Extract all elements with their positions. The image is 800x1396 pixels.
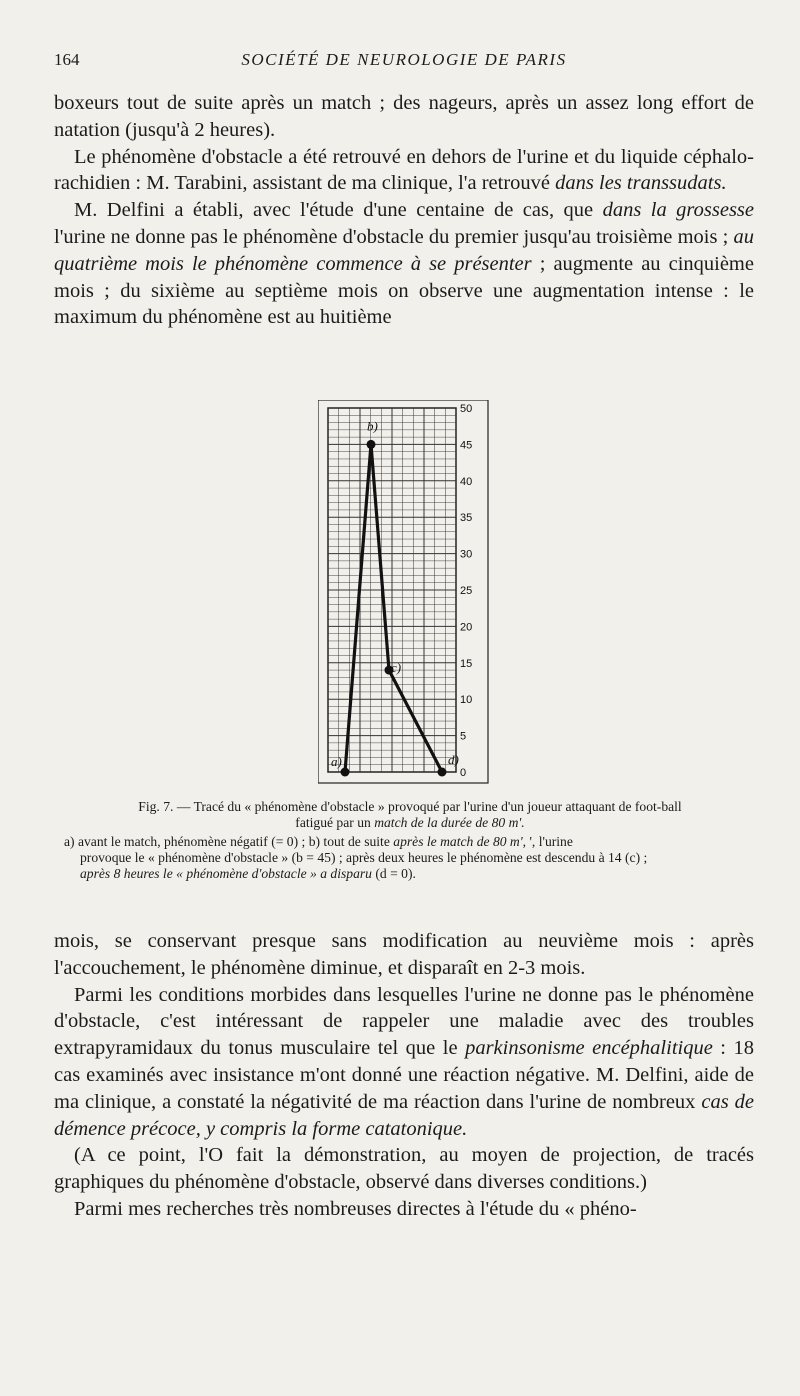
- figure-title-line2: [64, 815, 756, 831]
- y-tick-label: 15: [460, 657, 473, 670]
- running-header: [54, 50, 754, 74]
- paragraph: [54, 1196, 754, 1223]
- y-tick-label: 30: [460, 548, 473, 561]
- figure-explanation: [64, 834, 756, 882]
- paragraph-text: (A ce point, l'O fait la démonstration, au moyen de projection, de tracés graphiques du phénomène d'obstacle, observé dans diverses conditions.): [54, 1144, 754, 1194]
- italic-text: dans les transsudats.: [555, 172, 727, 195]
- point-label: c): [391, 660, 402, 676]
- italic-text: après le match de 80 m': [393, 834, 523, 849]
- paragraph-text: mois, se conservant presque sans modification au neuvième mois : après l'accouchement, le phénomène diminue, et disparaît en 2-3 mois.: [54, 930, 754, 979]
- italic-text: parkinsonisme encéphalitique: [465, 1037, 713, 1060]
- explanation-text: (d = 0).: [371, 866, 416, 881]
- y-tick-label: 0: [460, 767, 467, 779]
- paragraph: [54, 1142, 754, 1196]
- top-text-block: [54, 90, 754, 331]
- italic-text: après 8 heures le « phénomène d'obstacle » a disparu: [80, 866, 372, 881]
- page-number: 164: [54, 50, 80, 69]
- point-label: d): [448, 752, 459, 767]
- y-tick-label: 10: [460, 694, 473, 707]
- point-label: a): [331, 754, 342, 769]
- bottom-text-block: [54, 928, 754, 1223]
- paragraph-text: M. Delfini a établi, avec l'étude d'une centaine de cas, que: [74, 199, 603, 222]
- y-tick-label: 35: [460, 512, 473, 525]
- paragraph: [54, 144, 754, 198]
- explanation-text: a) avant le match, phénomène négatif (= 0) ; b) tout de suite: [64, 834, 394, 849]
- figure-label: Fig. 7.: [138, 799, 174, 814]
- y-tick-label: 45: [460, 439, 473, 452]
- paragraph: [54, 982, 754, 1143]
- running-title: SOCIÉTÉ DE NEUROLOGIE DE PARIS: [241, 50, 567, 69]
- explanation-text: , ', l'urine: [522, 834, 573, 849]
- paragraph-text: ; augmente au cinquième mois ; du sixième au septième mois on observe une augmentation intense : le maximum du phénomène est au huitième: [54, 252, 754, 329]
- data-point: [367, 440, 376, 449]
- paragraph: [54, 90, 754, 144]
- paragraph: [54, 928, 754, 982]
- chart-y-ticks: [460, 403, 472, 779]
- y-tick-label: 20: [460, 621, 473, 634]
- point-label: b): [367, 418, 378, 434]
- paragraph-text: boxeurs tout de suite après un match ; des nageurs, après un assez long effort de natation (jusqu'à 2 heures).: [54, 92, 754, 141]
- y-tick-label: 5: [460, 730, 467, 743]
- italic-text: dans la grossesse: [602, 199, 755, 222]
- paragraph-text: : 18 cas examinés avec insistance m'ont donné une réaction négative. M. Delfini, aide de ma clinique, a constaté la négativité de ma réaction dans l'urine de nombreux: [54, 1037, 754, 1113]
- italic-text: cas de démence précoce, y compris la forme catatonique.: [54, 1090, 754, 1140]
- explanation-text: provoque le « phénomène d'obstacle » (b = 45) ; après deux heures le phénomène est descendu à 14 (c) ;: [80, 850, 648, 865]
- figure-title-text: fatigué par un: [295, 815, 375, 830]
- figure-title-text: — Tracé du « phénomène d'obstacle » provoqué par l'urine d'un joueur attaquant de foot-ball: [173, 799, 682, 814]
- paragraph-text: Parmi mes recherches très nombreuses directes à l'étude du « phéno-: [74, 1197, 637, 1220]
- y-tick-label: 25: [460, 585, 473, 597]
- explanation-line: [64, 850, 756, 882]
- figure-title: [64, 799, 756, 815]
- italic-text: au quatrième mois le phénomène commence à se présenter: [54, 225, 754, 275]
- figure-7-chart: [318, 400, 490, 785]
- italic-text: match de la durée de 80 m'.: [374, 815, 525, 830]
- paragraph: [54, 197, 754, 331]
- figure-caption: [64, 799, 756, 882]
- paragraph-text: l'urine ne donne pas le phénomène d'obstacle du premier jusqu'au troisième mois ;: [54, 225, 734, 248]
- y-tick-label: 50: [460, 403, 473, 415]
- data-point: [341, 768, 350, 777]
- y-tick-label: 40: [460, 475, 473, 488]
- paragraph-text: Le phénomène d'obstacle a été retrouvé en dehors de l'urine et du liquide céphalo-rachidien : M. Tarabini, assistant de ma clinique, l'a retrouvé: [54, 145, 754, 195]
- chart-series: [341, 440, 447, 777]
- data-point: [438, 768, 447, 777]
- paragraph-text: Parmi les conditions morbides dans lesquelles l'urine ne donne pas le phénomène d'obstacle, c'est intéressant de rappeler une maladie avec des troubles extrapyramidaux du tonus musculaire tel que le: [54, 983, 754, 1060]
